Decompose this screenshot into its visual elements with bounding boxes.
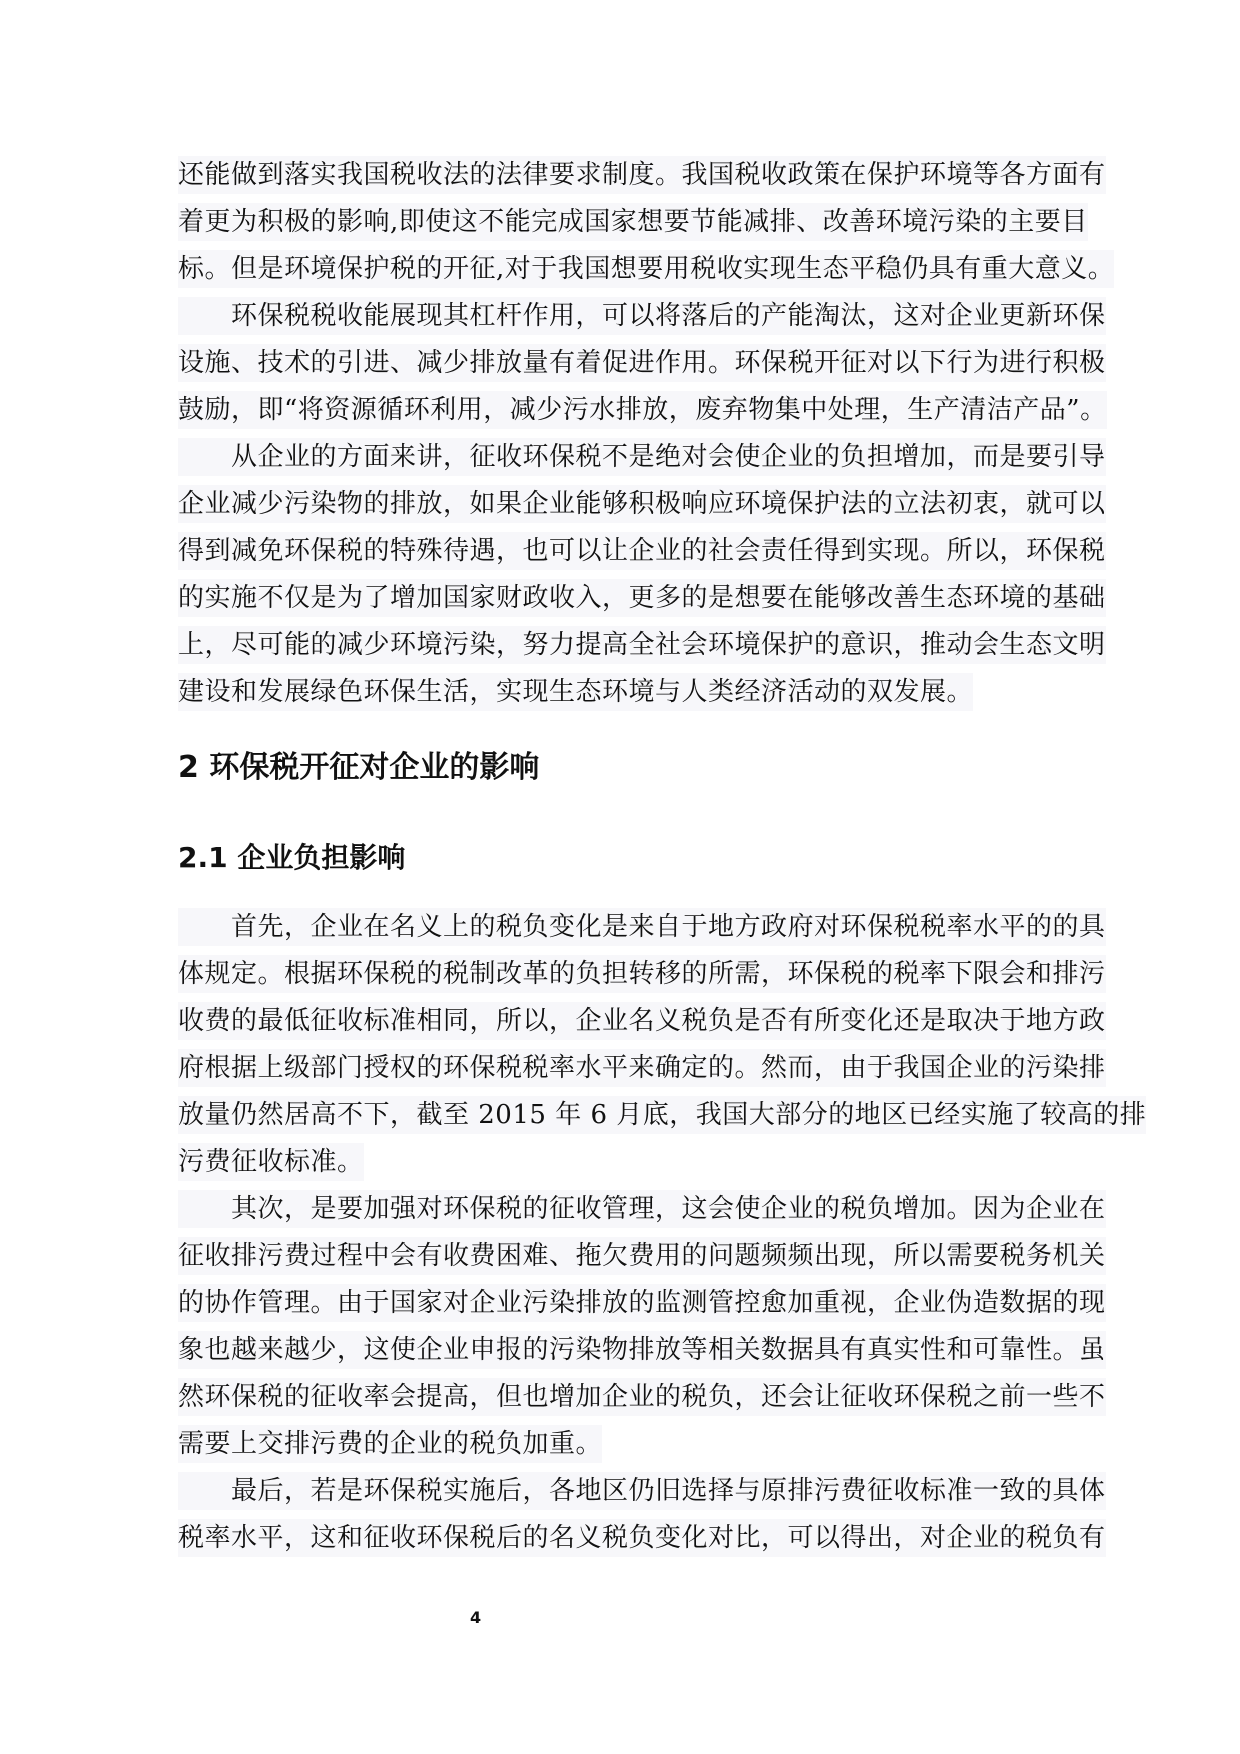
body-text-line: 首先，企业在名义上的税负变化是来自于地方政府对环保税税率水平的的具 — [178, 908, 1106, 946]
body-text-line: 税率水平，这和征收环保税后的名义税负变化对比，可以得出，对企业的税负有 — [178, 1519, 1106, 1557]
body-text-line: 环保税税收能展现其杠杆作用，可以将落后的产能淘汰，这对企业更新环保 — [178, 297, 1106, 335]
body-text-line: 建设和发展绿色环保生活，实现生态环境与人类经济活动的双发展。 — [178, 673, 973, 711]
body-text-line: 征收排污费过程中会有收费困难、拖欠费用的问题频频出现，所以需要税务机关 — [178, 1237, 1106, 1275]
body-text-line: 企业减少污染物的排放，如果企业能够积极响应环境保护法的立法初衷，就可以 — [178, 485, 1106, 523]
body-text-line: 得到减免环保税的特殊待遇，也可以让企业的社会责任得到实现。所以，环保税 — [178, 532, 1106, 570]
body-text-line: 标。但是环境保护税的开征,对于我国想要用税收实现生态平稳仍具有重大意义。 — [178, 250, 1114, 288]
body-text-line: 还能做到落实我国税收法的法律要求制度。我国税收政策在保护环境等各方面有 — [178, 156, 1106, 194]
body-text-line: 的实施不仅是为了增加国家财政收入，更多的是想要在能够改善生态环境的基础 — [178, 579, 1106, 617]
body-text-line: 然环保税的征收率会提高，但也增加企业的税负，还会让征收环保税之前一些不 — [178, 1378, 1106, 1416]
section-heading: 2 环保税开征对企业的影响 — [178, 750, 540, 785]
body-text-line: 需要上交排污费的企业的税负加重。 — [178, 1425, 602, 1463]
body-text-line: 最后，若是环保税实施后，各地区仍旧选择与原排污费征收标准一致的具体 — [178, 1472, 1106, 1510]
body-text-line: 的协作管理。由于国家对企业污染排放的监测管控愈加重视，企业伪造数据的现 — [178, 1284, 1106, 1322]
page-number: 4 — [470, 1608, 482, 1627]
body-text-line: 象也越来越少，这使企业申报的污染物排放等相关数据具有真实性和可靠性。虽 — [178, 1331, 1106, 1369]
body-text-line: 上，尽可能的减少环境污染，努力提高全社会环境保护的意识，推动会生态文明 — [178, 626, 1106, 664]
body-text-line: 放量仍然居高不下，截至 2015 年 6 月底，我国大部分的地区已经实施了较高的排 — [178, 1096, 1146, 1134]
body-text-line: 从企业的方面来讲，征收环保税不是绝对会使企业的负担增加，而是要引导 — [178, 438, 1106, 476]
body-text-line: 鼓励，即“将资源循环利用，减少污水排放，废弃物集中处理，生产清洁产品”。 — [178, 391, 1107, 429]
body-text-line: 其次，是要加强对环保税的征收管理，这会使企业的税负增加。因为企业在 — [178, 1190, 1106, 1228]
body-text-line: 收费的最低征收标准相同，所以，企业名义税负是否有所变化还是取决于地方政 — [178, 1002, 1106, 1040]
body-text-line: 府根据上级部门授权的环保税税率水平来确定的。然而，由于我国企业的污染排 — [178, 1049, 1106, 1087]
body-text-line: 着更为积极的影响,即使这不能完成国家想要节能减排、改善环境污染的主要目 — [178, 203, 1088, 241]
body-text-line: 设施、技术的引进、减少排放量有着促进作用。环保税开征对以下行为进行积极 — [178, 344, 1106, 382]
body-text-line: 体规定。根据环保税的税制改革的负担转移的所需，环保税的税率下限会和排污 — [178, 955, 1106, 993]
subsection-heading: 2.1 企业负担影响 — [178, 841, 406, 874]
body-text-line: 污费征收标准。 — [178, 1143, 364, 1181]
